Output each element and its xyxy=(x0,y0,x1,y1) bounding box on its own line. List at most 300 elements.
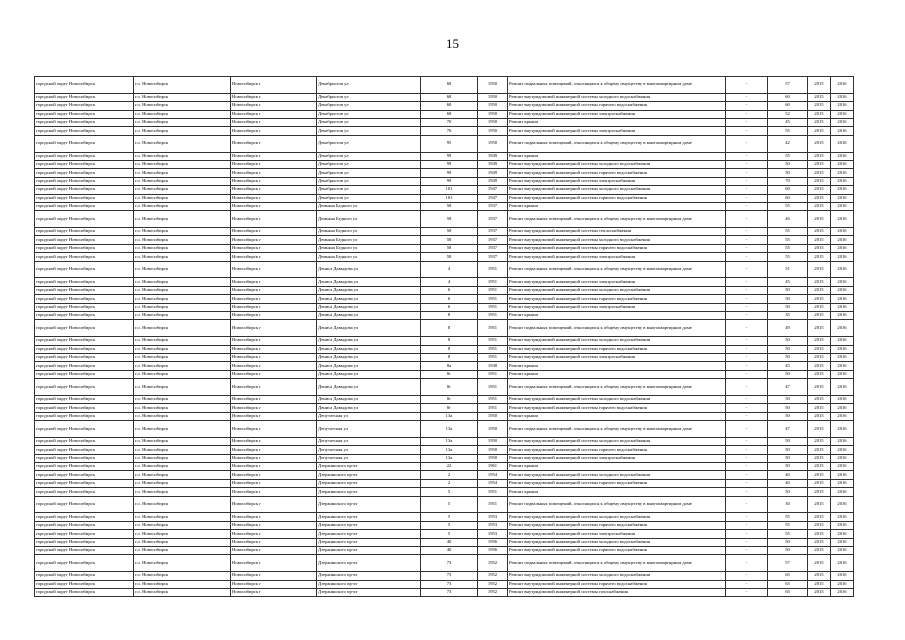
settlement-cell: г.о. Новосибирск xyxy=(134,588,231,596)
table-row xyxy=(35,572,854,580)
settlement-cell: г.о. Новосибирск xyxy=(134,261,231,278)
year-built-cell: 1937 xyxy=(478,253,508,261)
dash-cell: - xyxy=(726,353,768,361)
value-cell: 55 xyxy=(768,236,808,244)
dash-cell: - xyxy=(726,236,768,244)
end-year-cell: 2016 xyxy=(831,421,854,438)
dash-cell: - xyxy=(726,588,768,596)
year-built-cell: 1950 xyxy=(478,437,508,445)
house-number-cell: 5 xyxy=(421,530,478,538)
dash-cell: - xyxy=(726,345,768,353)
repair-type-cell: Ремонт внутридомовой инженерной системы холодного водоснабжения xyxy=(508,286,726,294)
year-built-cell: 1952 xyxy=(478,572,508,580)
dash-cell: - xyxy=(726,572,768,580)
year-built-cell: 1938 xyxy=(478,362,508,370)
street-cell: Декабристов ул xyxy=(317,186,421,194)
end-year-cell: 2016 xyxy=(831,437,854,445)
settlement-cell: г.о. Новосибирск xyxy=(134,320,231,337)
dash-cell: - xyxy=(726,169,768,177)
start-year-cell: 2015 xyxy=(808,228,831,236)
start-year-cell: 2015 xyxy=(808,236,831,244)
municipality-cell: городской округ Новосибирск xyxy=(35,588,134,596)
street-cell: Депутатская ул xyxy=(317,437,421,445)
start-year-cell: 2015 xyxy=(808,77,831,94)
start-year-cell: 2015 xyxy=(808,463,831,471)
settlement-cell: г.о. Новосибирск xyxy=(134,160,231,168)
municipality-cell: городской округ Новосибирск xyxy=(35,521,134,529)
city-cell: Новосибирск г xyxy=(231,362,317,370)
street-cell: Дзержинского пр-кт xyxy=(317,572,421,580)
start-year-cell: 2015 xyxy=(808,102,831,110)
city-cell: Новосибирск г xyxy=(231,521,317,529)
settlement-cell: г.о. Новосибирск xyxy=(134,471,231,479)
city-cell: Новосибирск г xyxy=(231,160,317,168)
street-cell: Дзержинского пр-кт xyxy=(317,555,421,572)
year-built-cell: 1949 xyxy=(478,177,508,185)
start-year-cell: 2015 xyxy=(808,261,831,278)
dash-cell: - xyxy=(726,286,768,294)
street-cell: Дзержинского пр-кт xyxy=(317,538,421,546)
repair-type-cell: Ремонт внутридомовой инженерной системы электроснабжения xyxy=(508,353,726,361)
end-year-cell: 2016 xyxy=(831,295,854,303)
dash-cell: - xyxy=(726,580,768,588)
house-number-cell: 13а xyxy=(421,412,478,420)
end-year-cell: 2016 xyxy=(831,588,854,596)
year-built-cell: 1951 xyxy=(478,370,508,378)
repair-schedule-table xyxy=(34,76,854,597)
settlement-cell: г.о. Новосибирск xyxy=(134,286,231,294)
table-row xyxy=(35,513,854,521)
city-cell: Новосибирск г xyxy=(231,479,317,487)
house-number-cell: 6 xyxy=(421,286,478,294)
city-cell: Новосибирск г xyxy=(231,211,317,228)
value-cell: 57 xyxy=(768,555,808,572)
settlement-cell: г.о. Новосибирск xyxy=(134,110,231,118)
dash-cell: - xyxy=(726,152,768,160)
repair-type-cell: Ремонт внутридомовой инженерной системы холодного водоснабжения xyxy=(508,437,726,445)
dash-cell: - xyxy=(726,412,768,420)
city-cell: Новосибирск г xyxy=(231,446,317,454)
dash-cell: - xyxy=(726,530,768,538)
table-row xyxy=(35,110,854,118)
table-row xyxy=(35,127,854,135)
end-year-cell: 2016 xyxy=(831,194,854,202)
street-cell: Дзержинского пр-кт xyxy=(317,479,421,487)
year-built-cell: 1937 xyxy=(478,202,508,210)
city-cell: Новосибирск г xyxy=(231,186,317,194)
year-built-cell: 1950 xyxy=(478,421,508,438)
start-year-cell: 2015 xyxy=(808,437,831,445)
start-year-cell: 2015 xyxy=(808,320,831,337)
dash-cell: - xyxy=(726,102,768,110)
year-built-cell: 1950 xyxy=(478,77,508,94)
repair-type-cell: Ремонт подвальных помещений, относящихся к общему имуществу в многоквартирном доме xyxy=(508,77,726,94)
table-row xyxy=(35,261,854,278)
table-row xyxy=(35,337,854,345)
municipality-cell: городской округ Новосибирск xyxy=(35,102,134,110)
value-cell: 47 xyxy=(768,421,808,438)
table-row xyxy=(35,530,854,538)
city-cell: Новосибирск г xyxy=(231,202,317,210)
municipality-cell: городской округ Новосибирск xyxy=(35,404,134,412)
repair-type-cell: Ремонт внутридомовой инженерной системы электроснабжения xyxy=(508,303,726,311)
street-cell: Дениса Давыдова ул xyxy=(317,345,421,353)
repair-type-cell: Ремонт крыши xyxy=(508,362,726,370)
table-row xyxy=(35,446,854,454)
city-cell: Новосибирск г xyxy=(231,152,317,160)
city-cell: Новосибирск г xyxy=(231,496,317,513)
value-cell: 60 xyxy=(768,93,808,101)
municipality-cell: городской округ Новосибирск xyxy=(35,211,134,228)
street-cell: Дениса Давыдова ул xyxy=(317,286,421,294)
repair-type-cell: Ремонт внутридомовой инженерной системы горячего водоснабжения xyxy=(508,580,726,588)
house-number-cell: 68 xyxy=(421,93,478,101)
settlement-cell: г.о. Новосибирск xyxy=(134,345,231,353)
value-cell: 47 xyxy=(768,379,808,396)
dash-cell: - xyxy=(726,362,768,370)
year-built-cell: 1951 xyxy=(478,345,508,353)
repair-type-cell: Ремонт крыши xyxy=(508,312,726,320)
year-built-cell: 1950 xyxy=(478,454,508,462)
repair-type-cell: Ремонт внутридомовой инженерной системы холодного водоснабжения xyxy=(508,538,726,546)
street-cell: Демьяна Бедного ул xyxy=(317,244,421,252)
settlement-cell: г.о. Новосибирск xyxy=(134,379,231,396)
repair-type-cell: Ремонт подвальных помещений, относящихся к общему имуществу в многоквартирном доме xyxy=(508,421,726,438)
settlement-cell: г.о. Новосибирск xyxy=(134,362,231,370)
year-built-cell: 1951 xyxy=(478,395,508,403)
settlement-cell: г.о. Новосибирск xyxy=(134,454,231,462)
end-year-cell: 2016 xyxy=(831,102,854,110)
year-built-cell: 1951 xyxy=(478,312,508,320)
municipality-cell: городской округ Новосибирск xyxy=(35,320,134,337)
year-built-cell: 1952 xyxy=(478,580,508,588)
city-cell: Новосибирск г xyxy=(231,588,317,596)
dash-cell: - xyxy=(726,421,768,438)
year-built-cell: 1937 xyxy=(478,211,508,228)
table-row xyxy=(35,345,854,353)
end-year-cell: 2016 xyxy=(831,93,854,101)
repair-type-cell: Ремонт внутридомовой инженерной системы горячего водоснабжения xyxy=(508,169,726,177)
street-cell: Дзержинского пр-кт xyxy=(317,496,421,513)
value-cell: 51 xyxy=(768,261,808,278)
street-cell: Депутатская ул xyxy=(317,446,421,454)
start-year-cell: 2015 xyxy=(808,446,831,454)
value-cell: 50 xyxy=(768,454,808,462)
end-year-cell: 2016 xyxy=(831,169,854,177)
house-number-cell: 8г xyxy=(421,370,478,378)
city-cell: Новосибирск г xyxy=(231,538,317,546)
repair-type-cell: Ремонт внутридомовой инженерной системы горячего водоснабжения xyxy=(508,547,726,555)
end-year-cell: 2016 xyxy=(831,278,854,286)
repair-type-cell: Ремонт подвальных помещений, относящихся к общему имуществу в многоквартирном доме xyxy=(508,261,726,278)
street-cell: Дзержинского пр-кт xyxy=(317,521,421,529)
street-cell: Декабристов ул xyxy=(317,135,421,152)
settlement-cell: г.о. Новосибирск xyxy=(134,421,231,438)
city-cell: Новосибирск г xyxy=(231,379,317,396)
house-number-cell: 8г xyxy=(421,379,478,396)
repair-type-cell: Ремонт внутридомовой инженерной системы электроснабжения xyxy=(508,454,726,462)
repair-type-cell: Ремонт подвальных помещений, относящихся к общему имуществу в многоквартирном доме xyxy=(508,496,726,513)
end-year-cell: 2016 xyxy=(831,404,854,412)
year-built-cell: 1937 xyxy=(478,244,508,252)
street-cell: Дениса Давыдова ул xyxy=(317,295,421,303)
settlement-cell: г.о. Новосибирск xyxy=(134,244,231,252)
settlement-cell: г.о. Новосибирск xyxy=(134,152,231,160)
settlement-cell: г.о. Новосибирск xyxy=(134,228,231,236)
house-number-cell: 58 xyxy=(421,228,478,236)
table-row xyxy=(35,244,854,252)
house-number-cell: 73 xyxy=(421,588,478,596)
value-cell: 55 xyxy=(768,152,808,160)
city-cell: Новосибирск г xyxy=(231,572,317,580)
table-row xyxy=(35,362,854,370)
municipality-cell: городской округ Новосибирск xyxy=(35,538,134,546)
municipality-cell: городской округ Новосибирск xyxy=(35,253,134,261)
dash-cell: - xyxy=(726,513,768,521)
house-number-cell: 8г xyxy=(421,395,478,403)
value-cell: 50 xyxy=(768,404,808,412)
table-row xyxy=(35,253,854,261)
end-year-cell: 2016 xyxy=(831,345,854,353)
house-number-cell: 13а xyxy=(421,437,478,445)
city-cell: Новосибирск г xyxy=(231,370,317,378)
settlement-cell: г.о. Новосибирск xyxy=(134,211,231,228)
street-cell: Дзержинского пр-кт xyxy=(317,513,421,521)
city-cell: Новосибирск г xyxy=(231,395,317,403)
start-year-cell: 2015 xyxy=(808,530,831,538)
table-row xyxy=(35,177,854,185)
repair-type-cell: Ремонт крыши xyxy=(508,152,726,160)
end-year-cell: 2016 xyxy=(831,286,854,294)
street-cell: Дзержинского пр-кт xyxy=(317,580,421,588)
end-year-cell: 2016 xyxy=(831,253,854,261)
house-number-cell: 5 xyxy=(421,488,478,496)
street-cell: Дениса Давыдова ул xyxy=(317,370,421,378)
start-year-cell: 2015 xyxy=(808,521,831,529)
value-cell: 50 xyxy=(768,437,808,445)
city-cell: Новосибирск г xyxy=(231,412,317,420)
street-cell: Дениса Давыдова ул xyxy=(317,303,421,311)
end-year-cell: 2016 xyxy=(831,303,854,311)
table-row xyxy=(35,211,854,228)
repair-type-cell: Ремонт внутридомовой инженерной системы горячего водоснабжения xyxy=(508,102,726,110)
start-year-cell: 2015 xyxy=(808,278,831,286)
end-year-cell: 2016 xyxy=(831,118,854,126)
street-cell: Декабристов ул xyxy=(317,160,421,168)
repair-type-cell: Ремонт внутридомовой инженерной системы горячего водоснабжения xyxy=(508,345,726,353)
municipality-cell: городской округ Новосибирск xyxy=(35,379,134,396)
municipality-cell: городской округ Новосибирск xyxy=(35,110,134,118)
street-cell: Дзержинского пр-кт xyxy=(317,588,421,596)
city-cell: Новосибирск г xyxy=(231,463,317,471)
municipality-cell: городской округ Новосибирск xyxy=(35,345,134,353)
settlement-cell: г.о. Новосибирск xyxy=(134,496,231,513)
repair-type-cell: Ремонт крыши xyxy=(508,488,726,496)
dash-cell: - xyxy=(726,312,768,320)
street-cell: Декабристов ул xyxy=(317,102,421,110)
city-cell: Новосибирск г xyxy=(231,261,317,278)
value-cell: 52 xyxy=(768,110,808,118)
dash-cell: - xyxy=(726,127,768,135)
table-row xyxy=(35,463,854,471)
end-year-cell: 2016 xyxy=(831,379,854,396)
city-cell: Новосибирск г xyxy=(231,135,317,152)
end-year-cell: 2016 xyxy=(831,370,854,378)
dash-cell: - xyxy=(726,303,768,311)
dash-cell: - xyxy=(726,228,768,236)
municipality-cell: городской округ Новосибирск xyxy=(35,362,134,370)
repair-type-cell: Ремонт внутридомовой инженерной системы холодного водоснабжения xyxy=(508,93,726,101)
table-row xyxy=(35,353,854,361)
table-row xyxy=(35,404,854,412)
city-cell: Новосибирск г xyxy=(231,110,317,118)
street-cell: Дениса Давыдова ул xyxy=(317,278,421,286)
dash-cell: - xyxy=(726,253,768,261)
city-cell: Новосибирск г xyxy=(231,303,317,311)
settlement-cell: г.о. Новосибирск xyxy=(134,353,231,361)
settlement-cell: г.о. Новосибирск xyxy=(134,77,231,94)
house-number-cell: 58 xyxy=(421,211,478,228)
city-cell: Новосибирск г xyxy=(231,278,317,286)
table-row xyxy=(35,421,854,438)
repair-type-cell: Ремонт подвальных помещений, относящихся к общему имуществу в многоквартирном доме xyxy=(508,379,726,396)
end-year-cell: 2016 xyxy=(831,202,854,210)
dash-cell: - xyxy=(726,320,768,337)
start-year-cell: 2015 xyxy=(808,471,831,479)
value-cell: 55 xyxy=(768,253,808,261)
start-year-cell: 2015 xyxy=(808,496,831,513)
value-cell: 50 xyxy=(768,295,808,303)
city-cell: Новосибирск г xyxy=(231,471,317,479)
table-row xyxy=(35,479,854,487)
repair-type-cell: Ремонт внутридомовой инженерной системы горячего водоснабжения xyxy=(508,404,726,412)
house-number-cell: 8г xyxy=(421,404,478,412)
year-built-cell: 1954 xyxy=(478,471,508,479)
house-number-cell: 5 xyxy=(421,513,478,521)
settlement-cell: г.о. Новосибирск xyxy=(134,488,231,496)
repair-type-cell: Ремонт крыши xyxy=(508,412,726,420)
end-year-cell: 2016 xyxy=(831,312,854,320)
street-cell: Демьяна Бедного ул xyxy=(317,211,421,228)
year-built-cell: 1937 xyxy=(478,236,508,244)
repair-type-cell: Ремонт внутридомовой инженерной системы электроснабжения xyxy=(508,127,726,135)
value-cell: 45 xyxy=(768,278,808,286)
house-number-cell: 4 xyxy=(421,261,478,278)
start-year-cell: 2015 xyxy=(808,186,831,194)
dash-cell: - xyxy=(726,77,768,94)
end-year-cell: 2016 xyxy=(831,521,854,529)
dash-cell: - xyxy=(726,488,768,496)
city-cell: Новосибирск г xyxy=(231,454,317,462)
start-year-cell: 2015 xyxy=(808,194,831,202)
street-cell: Дениса Давыдова ул xyxy=(317,404,421,412)
city-cell: Новосибирск г xyxy=(231,547,317,555)
year-built-cell: 1949 xyxy=(478,169,508,177)
settlement-cell: г.о. Новосибирск xyxy=(134,572,231,580)
end-year-cell: 2016 xyxy=(831,454,854,462)
house-number-cell: 8 xyxy=(421,353,478,361)
house-number-cell: 5 xyxy=(421,521,478,529)
table-row xyxy=(35,412,854,420)
year-built-cell: 1951 xyxy=(478,320,508,337)
end-year-cell: 2016 xyxy=(831,135,854,152)
house-number-cell: 101 xyxy=(421,194,478,202)
start-year-cell: 2015 xyxy=(808,572,831,580)
table-row xyxy=(35,454,854,462)
dash-cell: - xyxy=(726,379,768,396)
house-number-cell: 4 xyxy=(421,278,478,286)
year-built-cell: 1950 xyxy=(478,102,508,110)
municipality-cell: городской округ Новосибирск xyxy=(35,479,134,487)
street-cell: Декабристов ул xyxy=(317,127,421,135)
year-built-cell: 1952 xyxy=(478,555,508,572)
table-row xyxy=(35,395,854,403)
house-number-cell: 73 xyxy=(421,580,478,588)
year-built-cell: 1950 xyxy=(478,93,508,101)
start-year-cell: 2015 xyxy=(808,345,831,353)
value-cell: 50 xyxy=(768,463,808,471)
table-row xyxy=(35,320,854,337)
value-cell: 50 xyxy=(768,547,808,555)
year-built-cell: 1950 xyxy=(478,446,508,454)
city-cell: Новосибирск г xyxy=(231,169,317,177)
repair-type-cell: Ремонт внутридомовой инженерной системы холодного водоснабжения xyxy=(508,337,726,345)
end-year-cell: 2016 xyxy=(831,555,854,572)
settlement-cell: г.о. Новосибирск xyxy=(134,395,231,403)
year-built-cell: 1951 xyxy=(478,295,508,303)
repair-type-cell: Ремонт внутридомовой инженерной системы теплоснабжения xyxy=(508,228,726,236)
year-built-cell: 1953 xyxy=(478,530,508,538)
street-cell: Декабристов ул xyxy=(317,118,421,126)
settlement-cell: г.о. Новосибирск xyxy=(134,547,231,555)
settlement-cell: г.о. Новосибирск xyxy=(134,202,231,210)
year-built-cell: 1950 xyxy=(478,118,508,126)
value-cell: 50 xyxy=(768,345,808,353)
city-cell: Новосибирск г xyxy=(231,244,317,252)
house-number-cell: 8 xyxy=(421,337,478,345)
value-cell: 46 xyxy=(768,211,808,228)
value-cell: 60 xyxy=(768,102,808,110)
dash-cell: - xyxy=(726,538,768,546)
municipality-cell: городской округ Новосибирск xyxy=(35,530,134,538)
repair-type-cell: Ремонт внутридомовой инженерной системы горячего водоснабжения xyxy=(508,244,726,252)
municipality-cell: городской округ Новосибирск xyxy=(35,471,134,479)
municipality-cell: городской округ Новосибирск xyxy=(35,236,134,244)
dash-cell: - xyxy=(726,244,768,252)
repair-type-cell: Ремонт внутридомовой инженерной системы горячего водоснабжения xyxy=(508,521,726,529)
year-built-cell: 1950 xyxy=(478,412,508,420)
value-cell: 60 xyxy=(768,186,808,194)
house-number-cell: 99 xyxy=(421,177,478,185)
city-cell: Новосибирск г xyxy=(231,312,317,320)
street-cell: Декабристов ул xyxy=(317,110,421,118)
repair-type-cell: Ремонт внутридомовой инженерной системы холодного водоснабжения xyxy=(508,572,726,580)
year-built-cell: 1951 xyxy=(478,353,508,361)
municipality-cell: городской округ Новосибирск xyxy=(35,395,134,403)
dash-cell: - xyxy=(726,446,768,454)
dash-cell: - xyxy=(726,118,768,126)
value-cell: 55 xyxy=(768,530,808,538)
year-built-cell: 1951 xyxy=(478,286,508,294)
municipality-cell: городской округ Новосибирск xyxy=(35,177,134,185)
year-built-cell: 1954 xyxy=(478,479,508,487)
table-row xyxy=(35,521,854,529)
street-cell: Дениса Давыдова ул xyxy=(317,312,421,320)
city-cell: Новосибирск г xyxy=(231,353,317,361)
street-cell: Дзержинского пр-кт xyxy=(317,463,421,471)
end-year-cell: 2016 xyxy=(831,337,854,345)
house-number-cell: 58 xyxy=(421,202,478,210)
